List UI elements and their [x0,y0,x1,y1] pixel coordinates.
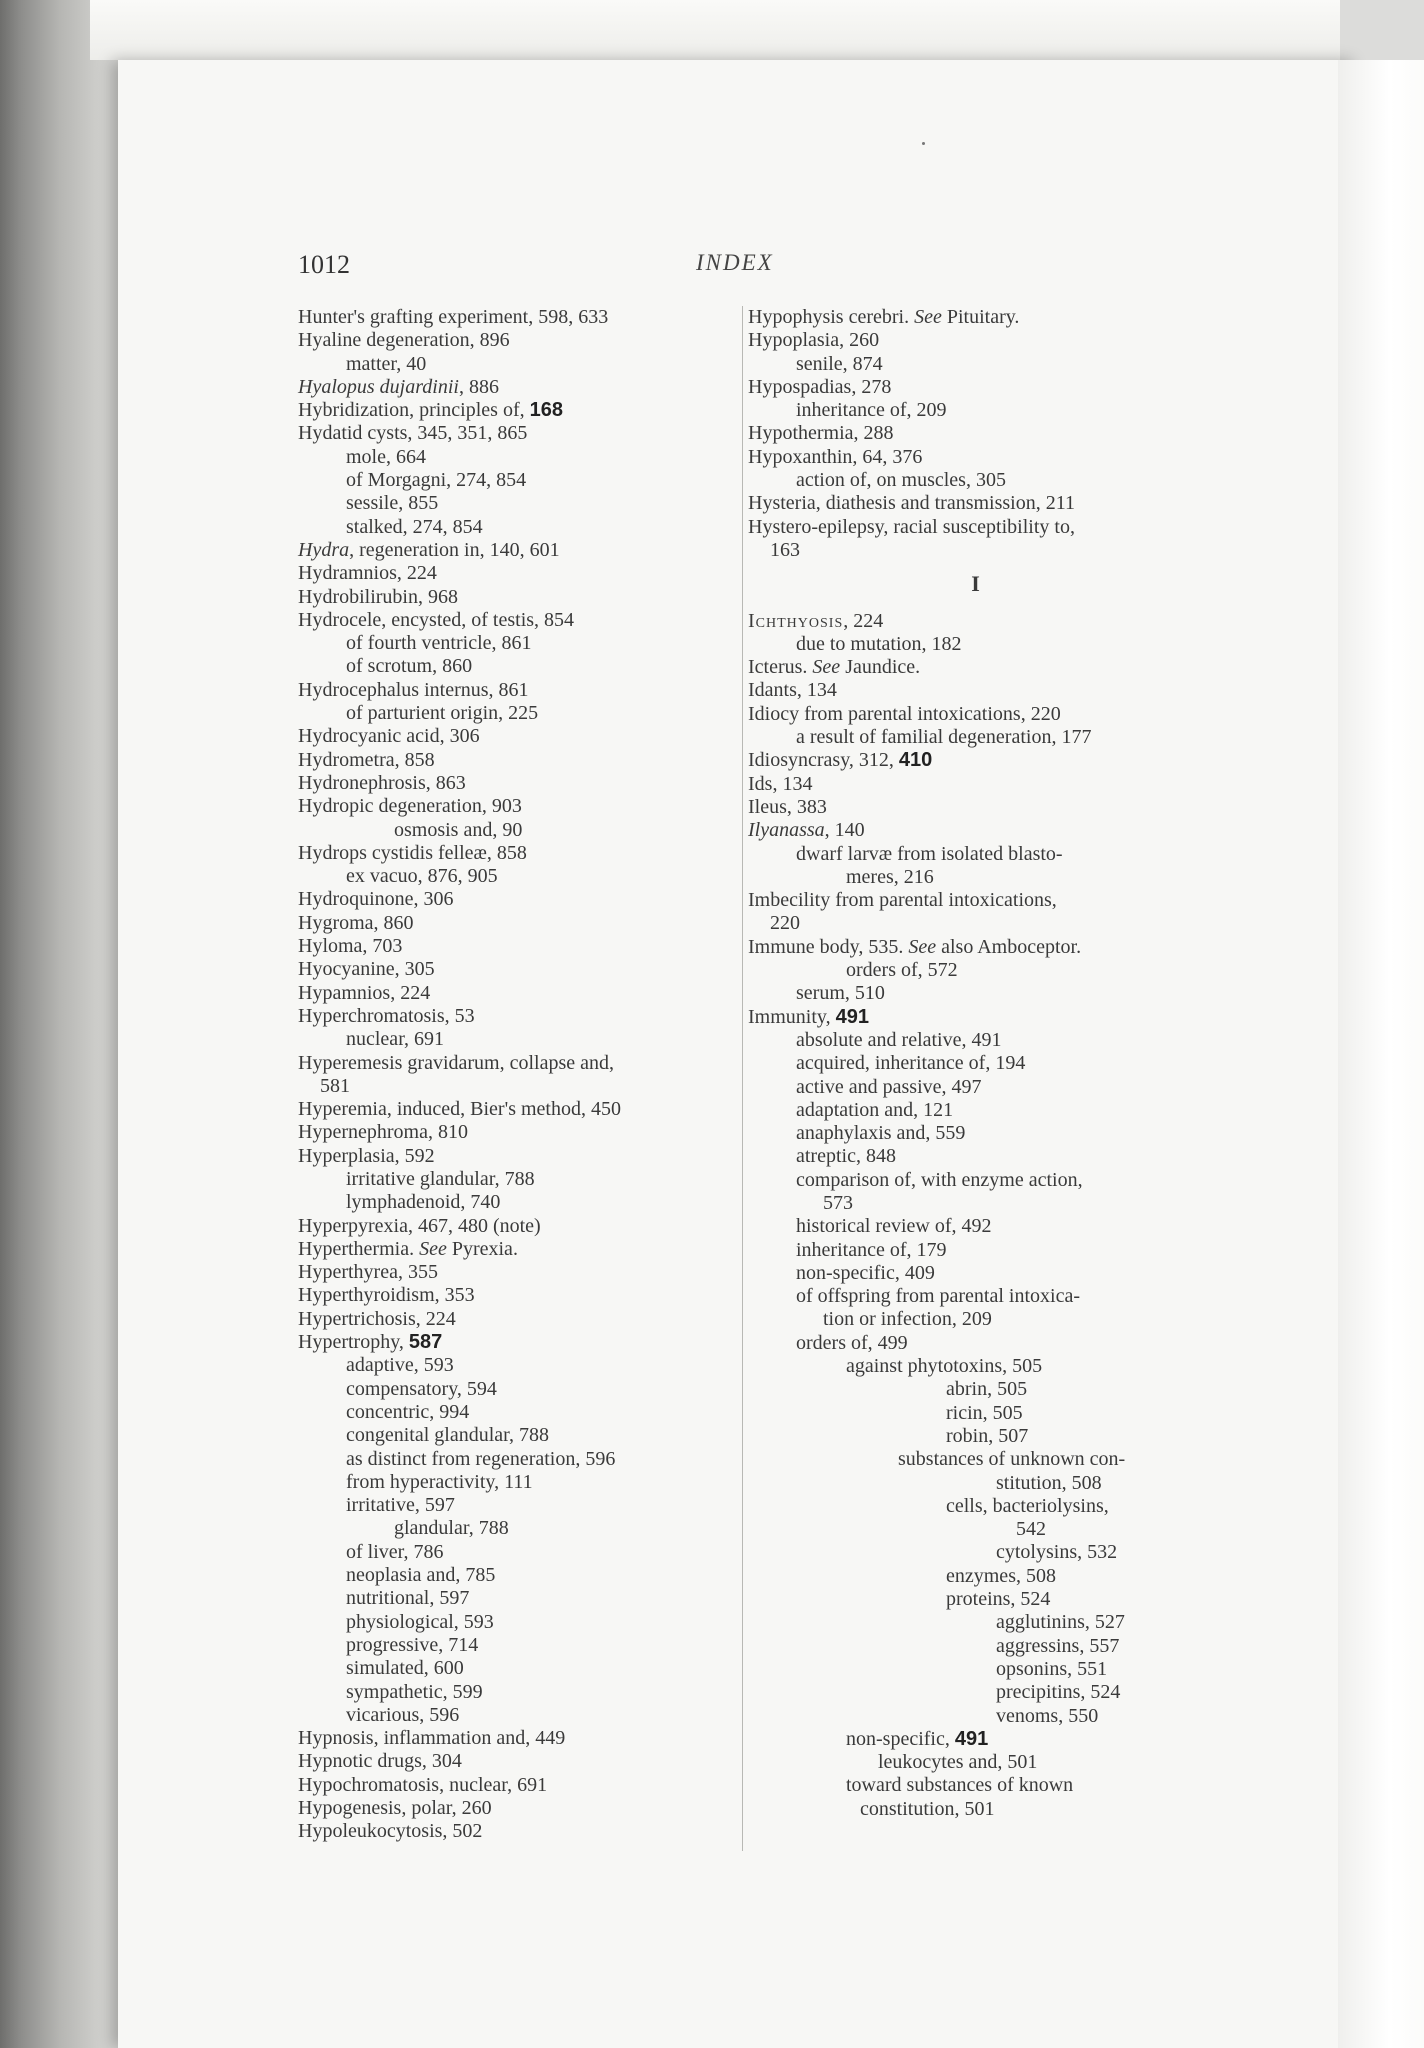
entry-text: Hydrocyanic acid, 306 [298,725,480,748]
entry-text: Hyocyanine, 305 [298,958,435,981]
entry-text: Hystero-epilepsy, racial susceptibility to, [748,515,1075,538]
index-entry [298,376,738,399]
entry-text: robin, 507 [946,1424,1029,1447]
entry-text: a result of familial degeneration, 177 [796,726,1092,749]
entry-text: Idiosyncrasy, 312, [748,749,899,772]
index-entry [748,1029,1203,1052]
index-entry [298,446,738,469]
running-head: INDEX [696,250,774,275]
index-entry [298,1750,738,1773]
index-entry [298,562,738,585]
index-entry [748,749,1203,772]
index-entry [748,1588,1203,1611]
entry-text: compensatory, 594 [346,1377,497,1400]
entry-text: Hydropic degeneration, 903 [298,795,522,818]
index-entry [748,633,1203,656]
index-entry [298,842,738,865]
entry-text: sympathetic, 599 [346,1680,483,1703]
index-entry [748,1308,1203,1331]
index-entry [298,1401,738,1424]
index-entry [298,1028,738,1051]
entry-text: cells, bacteriolysins, [946,1494,1109,1517]
entry-text: of scrotum, 860 [346,655,473,678]
entry-text: lymphadenoid, 740 [346,1191,501,1214]
entry-text: orders of, 572 [846,959,958,982]
index-entry [748,912,1203,935]
index-entry [748,866,1203,889]
entry-text: acquired, inheritance of, 194 [796,1052,1026,1075]
entry-text: Hygroma, 860 [298,911,414,934]
index-entry [748,539,1203,562]
entry-text: congenital glandular, 788 [346,1424,550,1447]
see-reference: See [914,306,942,328]
index-entry [748,1728,1203,1751]
index-entry [748,843,1203,866]
entry-text: Hyperemesis gravidarum, collapse and, [298,1051,615,1074]
entry-text: Immunity, [748,1005,836,1028]
page-header [298,250,798,286]
index-entry [298,516,738,539]
see-reference: See [419,1237,447,1260]
index-entry [298,1611,738,1634]
index-entry [748,1448,1203,1471]
index-entry [298,422,738,445]
index-column-right [748,306,1203,1821]
index-entry [298,958,738,981]
page-stack-top [90,0,1340,60]
entry-text: of offspring from parental intoxica- [796,1285,1080,1308]
entry-text: ricin, 505 [946,1401,1023,1424]
page-number: 1012 [298,250,350,279]
index-entry [748,726,1203,749]
entry-text: of liver, 786 [346,1540,444,1563]
index-entry [298,888,738,911]
entry-text: Idiocy from parental intoxications, 220 [748,702,1061,725]
index-entry [298,1145,738,1168]
entry-text: Hyperemia, induced, Bier's method, 450 [298,1098,621,1121]
entry-text: simulated, 600 [346,1657,464,1680]
dust-speck [922,142,925,145]
index-entry [298,1005,738,1028]
index-entry [748,376,1203,399]
entry-text: cytolysins, 532 [996,1541,1118,1564]
entry-text: , 224 [843,609,884,632]
entry-text: Hydronephrosis, 863 [298,771,466,794]
entry-text: Ids, 134 [748,772,813,795]
entry-text: neoplasia and, 785 [346,1564,496,1587]
see-reference: See [908,935,937,958]
index-entry [748,796,1203,819]
index-entry [748,1192,1203,1215]
index-entry [748,1122,1203,1145]
entry-text: of fourth ventricle, 861 [346,632,532,655]
index-entry [298,1704,738,1727]
index-entry [298,1774,738,1797]
entry-text: Hypoplasia, 260 [748,329,880,352]
entry-text: Imbecility from parental intoxications, [748,889,1057,912]
entry-text: Hypochromatosis, nuclear, 691 [298,1773,548,1796]
index-entry [748,1798,1203,1821]
index-entry [298,1797,738,1820]
entry-text: Hydroquinone, 306 [298,888,454,911]
entry-italic-term: Ilyanassa [748,819,825,842]
index-entry [748,1239,1203,1262]
index-entry [748,516,1203,539]
index-entry [298,539,738,562]
index-entry [748,1099,1203,1122]
entry-text: 581 [320,1074,350,1097]
entry-text: leukocytes and, 501 [878,1751,1038,1774]
index-entry [748,1541,1203,1564]
entry-text: orders of, 499 [796,1331,908,1354]
index-entry [298,1075,738,1098]
index-entry [748,1332,1203,1355]
entry-text: agglutinins, 527 [996,1611,1125,1634]
entry-text: against phytotoxins, 505 [846,1355,1043,1378]
entry-text: dwarf larvæ from isolated blasto- [796,842,1063,865]
entry-text: non-specific, [846,1727,955,1750]
index-entry [298,492,738,515]
entry-text: anaphylaxis and, 559 [796,1122,966,1145]
see-reference: See [812,656,841,679]
entry-text: , 140 [824,819,865,842]
entry-text: as distinct from regeneration, 596 [346,1447,616,1470]
entry-text: Hyperplasia, 592 [298,1144,435,1167]
index-entry [298,1424,738,1447]
index-entry [298,1657,738,1680]
entry-text: abrin, 505 [946,1378,1028,1401]
entry-text: Hypoxanthin, 64, 376 [748,445,923,468]
index-entry [298,1098,738,1121]
index-entry [748,819,1203,842]
entry-text: glandular, 788 [394,1517,509,1540]
entry-text: Hyperthyroidism, 353 [298,1284,475,1307]
entry-text: Hydrocele, encysted, of testis, 854 [298,608,575,631]
index-entry [748,1658,1203,1681]
index-entry [748,1169,1203,1192]
entry-italic-term: Hyalopus dujardinii [298,375,459,398]
index-entry [748,1378,1203,1401]
index-entry [748,936,1203,959]
index-entry [748,306,1203,329]
entry-text: 573 [823,1191,853,1214]
index-entry [748,679,1203,702]
index-entry [298,982,738,1005]
index-entry [298,819,738,842]
entry-text: Hypogenesis, polar, 260 [298,1797,492,1819]
index-entry [748,773,1203,796]
index-entry [298,353,738,376]
see-target: Pituitary. [941,306,1020,328]
index-entry [748,1262,1203,1285]
entry-text: enzymes, 508 [946,1564,1056,1587]
index-entry [298,1354,738,1377]
index-entry [748,492,1203,515]
entry-text: Hypnotic drugs, 304 [298,1750,462,1773]
entry-heading: Ichthyosis [748,609,844,632]
entry-text: mole, 664 [346,445,426,468]
section-letter: I [971,571,980,597]
entry-text: venoms, 550 [996,1704,1099,1727]
entry-text: inheritance of, 179 [796,1238,947,1261]
index-entry [748,329,1203,352]
entry-text: of Morgagni, 274, 854 [346,469,527,492]
entry-text: ex vacuo, 876, 905 [346,865,498,888]
index-entry [298,1471,738,1494]
index-entry [298,1308,738,1331]
index-entry [748,1681,1203,1704]
index-entry [298,1634,738,1657]
index-entry [298,1494,738,1517]
entry-text: Immune body, 535. [748,935,909,958]
index-entry [298,399,738,422]
index-entry [298,306,738,329]
index-entry [298,1681,738,1704]
entry-text: Hydramnios, 224 [298,562,437,585]
entry-text: Hyloma, 703 [298,935,403,958]
see-target: also Amboceptor. [936,935,1082,958]
index-entry [748,1565,1203,1588]
index-entry [298,795,738,818]
index-entry [748,1495,1203,1518]
index-entry [748,1774,1203,1797]
entry-text: adaptive, 593 [346,1354,454,1377]
index-entry [298,469,738,492]
entry-text: meres, 216 [846,865,934,888]
index-entry [748,399,1203,422]
entry-text: action of, on muscles, 305 [796,469,1006,492]
entry-text: vicarious, 596 [346,1703,460,1726]
index-entry [298,1331,738,1354]
entry-text: stalked, 274, 854 [346,515,483,538]
index-entry [298,935,738,958]
entry-text: constitution, 501 [860,1797,995,1820]
index-entry [748,353,1203,376]
entry-text: Hypertrophy, [298,1331,409,1354]
entry-text: physiological, 593 [346,1610,494,1633]
entry-text: due to mutation, 182 [796,632,962,655]
index-entry [298,865,738,888]
entry-text: Ileus, 383 [748,795,827,818]
entry-text: osmosis and, 90 [394,818,523,841]
entry-text: Hypospadias, 278 [748,375,892,398]
principal-page-reference: 410 [898,749,933,772]
entry-text: Hypertrichosis, 224 [298,1307,456,1330]
entry-text: , regeneration in, 140, 601 [349,538,560,561]
entry-text: matter, 40 [346,352,427,375]
entry-text: irritative, 597 [346,1494,455,1517]
index-entry [298,679,738,702]
index-entry [748,422,1203,445]
entry-text: Hydrometra, 858 [298,748,435,771]
entry-text: Hysteria, diathesis and transmission, 211 [748,492,1075,515]
index-entry [298,632,738,655]
entry-text: atreptic, 848 [796,1145,896,1168]
entry-text: comparison of, with enzyme action, [796,1168,1083,1191]
index-entry [298,749,738,772]
index-entry [298,702,738,725]
entry-text: inheritance of, 209 [796,399,947,422]
principal-page-reference: 491 [954,1727,989,1750]
entry-text: Hydatid cysts, 345, 351, 865 [298,422,528,445]
entry-text: Hypophysis cerebri. [748,306,915,328]
entry-text: of parturient origin, 225 [346,702,539,725]
entry-text: nutritional, 597 [346,1587,470,1610]
entry-text: Icterus. [748,656,813,679]
index-entry [748,982,1203,1005]
entry-text: Hypoleukocytosis, 502 [298,1820,483,1843]
entry-text: non-specific, 409 [796,1261,935,1284]
entry-text: Hyperthermia. [298,1237,420,1260]
index-entry [298,1820,738,1843]
index-entry [298,329,738,352]
index-entry [298,655,738,678]
principal-page-reference: 491 [835,1005,869,1028]
index-entry [748,1076,1203,1099]
entry-text: nuclear, 691 [346,1028,445,1051]
entry-text: Hydrobilirubin, 968 [298,585,458,608]
entry-text: 220 [770,912,800,935]
entry-text: adaptation and, 121 [796,1098,954,1121]
index-entry [298,1517,738,1540]
index-column-left [298,306,738,1844]
entry-italic-term: Hydra [298,538,350,561]
index-entry [748,1425,1203,1448]
index-entry [298,609,738,632]
index-entry [298,1727,738,1750]
entry-text: active and passive, 497 [796,1075,982,1098]
index-entry [748,446,1203,469]
index-entry [298,772,738,795]
index-entry [748,1751,1203,1774]
entry-text: proteins, 524 [946,1588,1051,1611]
entry-text: aggressins, 557 [996,1634,1120,1657]
index-entry [298,725,738,748]
index-entry [748,1472,1203,1495]
entry-text: progressive, 714 [346,1633,479,1656]
index-entry [748,1006,1203,1029]
entry-text: Hydrops cystidis felleæ, 858 [298,841,527,864]
entry-text: Hyperthyrea, 355 [298,1261,438,1284]
index-entry [748,959,1203,982]
entry-text: irritative glandular, 788 [346,1167,535,1190]
entry-text: opsonins, 551 [996,1657,1108,1680]
index-entry [298,1284,738,1307]
entry-text: Hyperpyrexia, 467, 480 (note) [298,1214,541,1237]
entry-text: , 886 [458,375,499,398]
index-entry [748,1215,1203,1238]
index-right-top [748,306,1203,562]
entry-text: toward substances of known [846,1774,1074,1797]
entry-text: historical review of, 492 [796,1215,992,1238]
entry-text: Hypernephroma, 810 [298,1121,468,1144]
index-entry [298,1564,738,1587]
index-entry [298,912,738,935]
principal-page-reference: 168 [529,399,563,422]
entry-text: 542 [1016,1518,1046,1541]
entry-text: substances of unknown con- [898,1448,1126,1471]
index-entry [748,469,1203,492]
index-entry [298,1215,738,1238]
entry-text: from hyperactivity, 111 [346,1470,533,1493]
index-entry [298,1238,738,1261]
index-entry [748,1611,1203,1634]
principal-page-reference: 587 [408,1331,443,1354]
index-entry [748,1402,1203,1425]
index-entry [748,1705,1203,1728]
index-entry [748,656,1203,679]
page-right-edge [1338,60,1424,2048]
entry-text: serum, 510 [796,982,885,1005]
entry-text: Hunter's grafting experiment, 598, 633 [298,306,609,328]
index-entry [748,1518,1203,1541]
index-entry [298,1261,738,1284]
entry-text: absolute and relative, 491 [796,1028,1002,1051]
index-right-bottom [748,610,1203,1821]
column-divider [742,306,743,1851]
entry-text: sessile, 855 [346,492,439,515]
entry-text: precipitins, 524 [996,1681,1121,1704]
index-entry [748,1145,1203,1168]
index-entry [748,610,1203,633]
entry-text: 163 [770,538,800,561]
see-target: Jaundice. [840,656,921,679]
entry-text: stitution, 508 [996,1471,1102,1494]
entry-text: Hyaline degeneration, 896 [298,329,510,352]
entry-text: Hyperchromatosis, 53 [298,1004,475,1027]
index-entry [298,1168,738,1191]
index-entry [298,1191,738,1214]
index-entry [298,586,738,609]
index-entry [748,1355,1203,1378]
see-target: Pyrexia. [446,1237,518,1260]
index-entry [748,889,1203,912]
entry-text: senile, 874 [796,352,883,375]
entry-text: concentric, 994 [346,1400,470,1423]
index-entry [748,1635,1203,1658]
index-entry [298,1052,738,1075]
entry-text: Idants, 134 [748,679,837,702]
index-entry [748,703,1203,726]
entry-text: Hypamnios, 224 [298,981,431,1004]
index-entry [298,1448,738,1471]
entry-text: Hydrocephalus internus, 861 [298,678,529,701]
entry-text: Hypothermia, 288 [748,422,894,445]
entry-text: tion or infection, 209 [823,1308,992,1331]
index-entry [298,1541,738,1564]
entry-text: Hybridization, principles of, [298,399,530,422]
index-entry [298,1121,738,1144]
entry-text: Hypnosis, inflammation and, 449 [298,1727,566,1750]
index-entry [298,1378,738,1401]
index-entry [748,1052,1203,1075]
index-entry [298,1587,738,1610]
index-entry [748,1285,1203,1308]
